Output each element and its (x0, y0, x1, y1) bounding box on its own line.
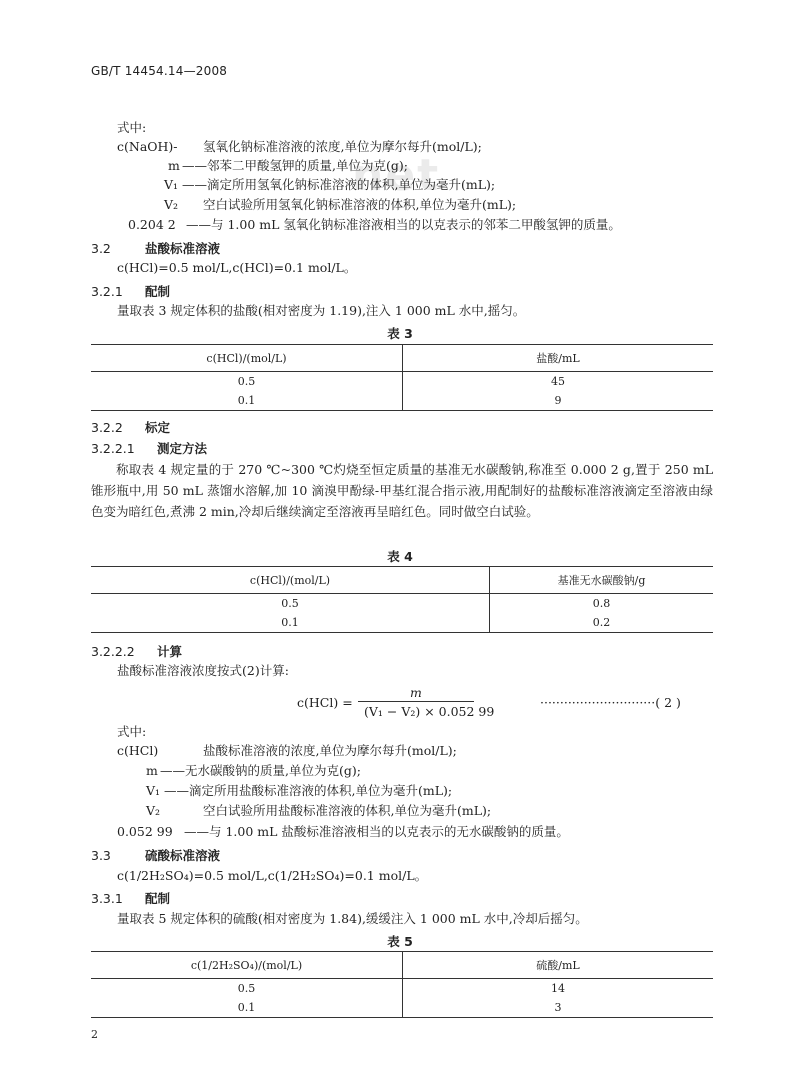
def-text-m: ——邻苯二甲酸氢钾的质量,单位为克(g); (182, 158, 408, 173)
standard-number: GB/T 14454.14—2008 (91, 64, 228, 78)
def-sym-factor: 0.052 99 (117, 824, 173, 839)
table3 (91, 344, 713, 411)
table-cell: 0.1 (91, 998, 403, 1018)
heading-3-3-1 (91, 889, 170, 907)
heading-number: 3.2 (91, 241, 111, 256)
def-text-v1: ——滴定所用氢氧化钠标准溶液的体积,单位为毫升(mL); (182, 177, 496, 192)
table-cell: 0.1 (91, 613, 490, 633)
formula-numerator: m (410, 685, 422, 700)
table-header-cell: 盐酸/mL (403, 345, 714, 372)
table-row (91, 391, 713, 411)
table-row (91, 998, 713, 1018)
table-header-cell: 硫酸/mL (403, 952, 714, 979)
heading-number: 3.3 (91, 848, 111, 863)
table-header-cell: c(HCl)/(mol/L) (91, 567, 490, 594)
heading-3-2-2-2 (91, 642, 182, 660)
def-text-v2: 空白试验所用氢氧化钠标准溶液的体积,单位为毫升(mL); (203, 197, 517, 212)
heading-title: 配制 (145, 284, 171, 299)
heading-3-2-2-1 (91, 439, 207, 457)
def-sym-c-naoh: c(NaOH)- (117, 139, 178, 154)
def-text-factor: ——与 1.00 mL 氢氧化钠标准溶液相当的以克表示的邻苯二甲酸氢钾的质量。 (186, 217, 621, 232)
h2so4-concentrations: c(1/2H₂SO₄)=0.5 mol/L,c(1/2H₂SO₄)=0.1 mol/L。 (117, 868, 428, 883)
fraction-bar (358, 701, 474, 702)
table-cell: 9 (403, 391, 714, 411)
table-cell: 0.8 (490, 594, 714, 614)
table-header-row (91, 952, 713, 979)
heading-title: 硫酸标准溶液 (145, 848, 221, 863)
def-sym-m: m (168, 158, 180, 173)
heading-title: 标定 (145, 420, 171, 435)
def-text-c-hcl: 盐酸标准溶液的浓度,单位为摩尔每升(mol/L); (203, 743, 457, 758)
def-sym-v2: V₂ (146, 803, 161, 818)
def-text-v2: 空白试验所用盐酸标准溶液的体积,单位为毫升(mL); (203, 803, 492, 818)
table5-caption: 表 5 (387, 934, 413, 949)
heading-title: 测定方法 (157, 441, 208, 456)
table3-caption: 表 3 (387, 326, 413, 341)
def-text-c-naoh: 氢氧化钠标准溶液的浓度,单位为摩尔每升(mol/L); (203, 139, 482, 154)
table-cell: 0.2 (490, 613, 714, 633)
table-cell: 0.5 (237, 982, 256, 995)
table-header-row (91, 567, 713, 594)
table4-caption: 表 4 (387, 549, 413, 564)
def-sym-v2: V₂ (164, 197, 179, 212)
calibration-procedure: 称取表 4 规定量的于 270 ℃~300 ℃灼烧至恒定质量的基准无水碳酸钠,称准至 0.000 2 g,置于 250 mL 锥形瓶中,用 50 mL 蒸馏水溶解,加 10 滴溴甲酚绿-甲基红混合指示液,用配制好的盐酸标准溶液滴定至溶液由绿色变为暗红色,煮沸 2 min,冷却后继续滴定至溶液再呈暗红色。同时做空白试验。 (91, 462, 713, 519)
where-label: 式中: (117, 120, 147, 135)
hcl-concentrations: c(HCl)=0.5 mol/L,c(HCl)=0.1 mol/L。 (117, 260, 357, 275)
heading-title: 计算 (157, 644, 183, 659)
heading-3-2 (91, 239, 220, 257)
table-header-cell: c(HCl)/(mol/L) (91, 345, 403, 372)
table-header-row (91, 345, 713, 372)
watermark: net (352, 150, 441, 201)
page-number: 2 (91, 1028, 98, 1041)
def-sym-v1: V₁ (146, 783, 161, 798)
table-cell: 0.5 (281, 597, 299, 610)
def-text-m: ——无水碳酸钠的质量,单位为克(g); (160, 763, 361, 778)
def-text-factor: ——与 1.00 mL 盐酸标准溶液相当的以克表示的无水碳酸钠的质量。 (184, 824, 569, 839)
table-cell: 45 (403, 372, 714, 392)
table-cell: 14 (403, 979, 714, 999)
h2so4-preparation-text: 量取表 5 规定体积的硫酸(相对密度为 1.84),缓缓注入 1 000 mL 水中,冷却后摇匀。 (117, 911, 588, 926)
def-sym-m: m (146, 763, 158, 778)
heading-3-2-1 (91, 282, 170, 300)
table-cell: 0.5 (237, 375, 256, 388)
def-sym-v1: V₁ (164, 177, 179, 192)
heading-3-3 (91, 846, 220, 864)
def-sym-factor: 0.204 2 (128, 217, 176, 232)
def-text-v1: ——滴定所用盐酸标准溶液的体积,单位为毫升(mL); (164, 783, 453, 798)
heading-number: 3.2.2.1 (91, 441, 135, 456)
heading-title: 盐酸标准溶液 (145, 241, 221, 256)
heading-number: 3.2.2 (91, 420, 123, 435)
table-header-cell: 基准无水碳酸钠/g (490, 567, 714, 594)
def-sym-c-hcl: c(HCl) (117, 743, 159, 758)
formula-lhs: c(HCl) = (297, 695, 353, 710)
table-cell: 0.1 (91, 391, 403, 411)
calculation-intro: 盐酸标准溶液浓度按式(2)计算: (117, 663, 289, 678)
heading-number: 3.2.1 (91, 284, 123, 299)
where-label: 式中: (117, 724, 147, 739)
table-row (91, 613, 713, 633)
table-header-cell: c(1/2H₂SO₄)/(mol/L) (91, 952, 403, 979)
table-row (91, 979, 713, 999)
heading-number: 3.3.1 (91, 891, 123, 906)
table-cell: 3 (403, 998, 714, 1018)
formula-denominator: (V₁ − V₂) × 0.052 99 (364, 704, 495, 719)
heading-3-2-2 (91, 418, 170, 436)
table-row (91, 372, 713, 392)
formula-number: ·····························( 2 ) (540, 695, 681, 710)
table-row (91, 594, 713, 614)
heading-number: 3.2.2.2 (91, 644, 135, 659)
table5 (91, 951, 713, 1018)
hcl-preparation-text: 量取表 3 规定体积的盐酸(相对密度为 1.19),注入 1 000 mL 水中,摇匀。 (117, 303, 526, 318)
table4 (91, 566, 713, 633)
heading-title: 配制 (145, 891, 171, 906)
